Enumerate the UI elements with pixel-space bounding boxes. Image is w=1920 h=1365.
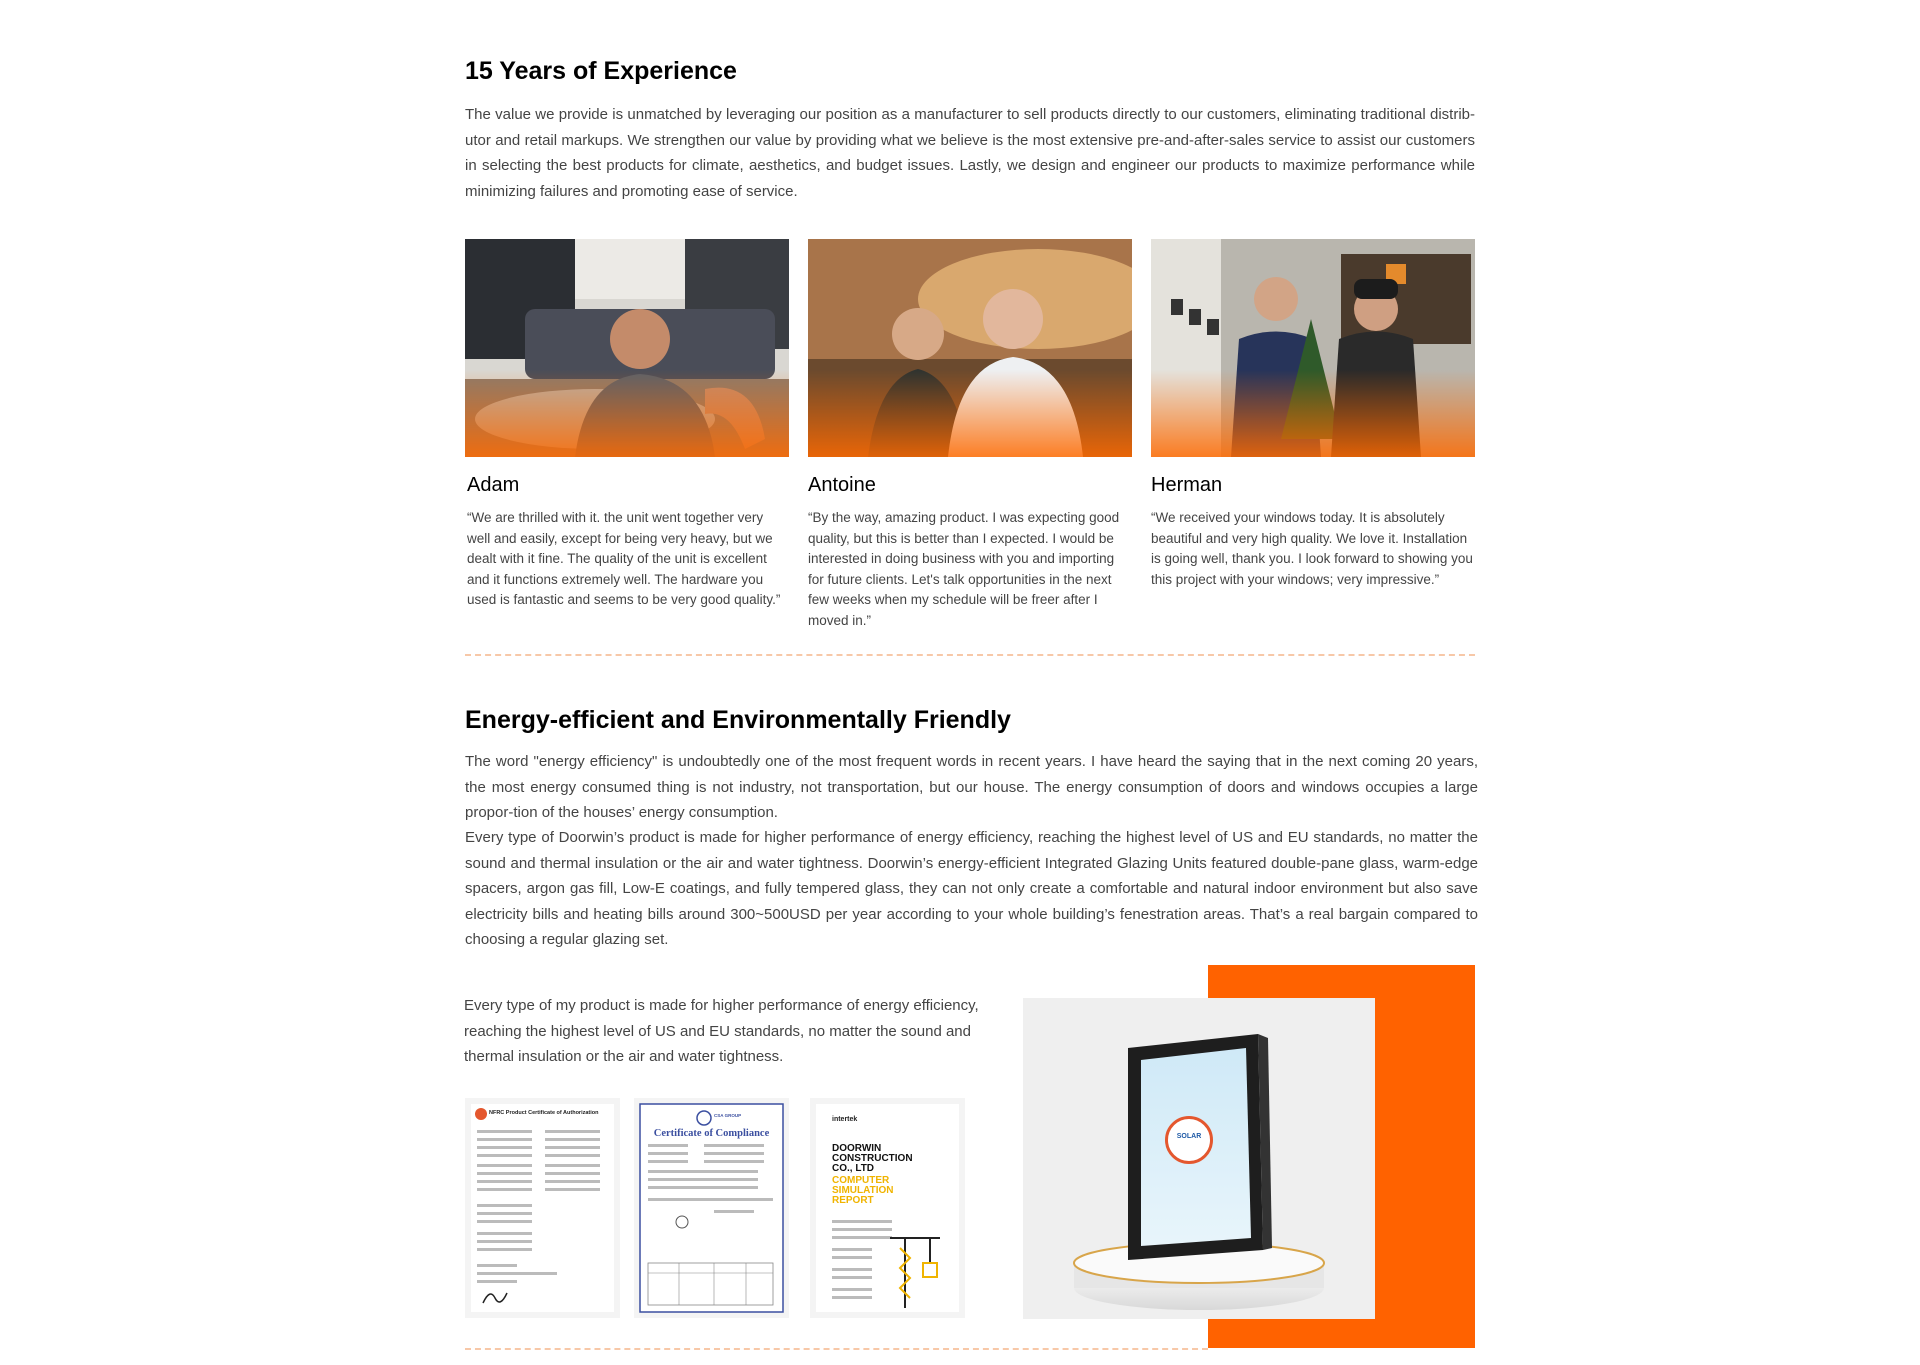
company-line: CO., LTD xyxy=(832,1163,875,1174)
certificate-nfrc xyxy=(465,1098,620,1318)
certificate-csa-group: CSA GROUP xyxy=(714,1113,742,1118)
testimonial-antoine xyxy=(806,472,1130,631)
energy-paragraph-1: The word "energy efficiency" is undoubtedly one of the most frequent words in recent years. I have heard the saying that in the next coming 20 years, the most energy consumed thing is not industry, not transportation, but our house. The energy consumption of doors and windows occupies a large propor-tion of the houses’ energy consumption. xyxy=(465,753,1478,821)
testimonial-quote: “We are thrilled with it. the unit went together very well and easily, except for being very heavy, but we dealt with it fine. The quality of the unit is excellent and it functions extremely well. The hardware you used is fantastic and seems to be very good quality.” xyxy=(467,510,781,607)
energy-heading: Energy-efficient and Environmentally Friendly xyxy=(465,706,1011,734)
testimonial-photos xyxy=(465,239,1475,457)
experience-paragraph: The value we provide is unmatched by leveraging our position as a manufacturer to sell products directly to our customers, eliminating traditional distrib-utor and retail markups. We strengthen our value by providing what we believe is the most extensive pre-and-after-sales service to assist our customers in selecting the best products for climate, aesthetics, and budget issues. Lastly, we design and engineer our products to maximize performance while minimizing failures and promoting ease of service. xyxy=(465,106,1475,200)
photo-antoine xyxy=(808,239,1132,457)
testimonial-name: Herman xyxy=(1151,474,1223,496)
company-line: DOORWIN xyxy=(832,1143,882,1154)
testimonial-name: Antoine xyxy=(808,474,876,496)
experience-heading: 15 Years of Experience xyxy=(465,57,737,85)
certificate-intertek-brand: intertek xyxy=(832,1116,858,1123)
energy-summary: Every type of my product is made for higher performance of energy efficiency, reaching the highest level of US and EU standards, no matter the sound and thermal insulation or the air and water tightness. xyxy=(464,997,979,1065)
section-divider xyxy=(465,654,1475,656)
certificate-nfrc-heading: NFRC Product Certificate of Authorization xyxy=(489,1110,599,1116)
report-line: SIMULATION xyxy=(832,1185,894,1196)
testimonial-quote: “We received your windows today. It is absolutely beautiful and very high quality. We love it. Installation is going well, thank you. I look forward to showing you this project with your windows; very impressive.” xyxy=(1151,510,1473,587)
certificate-intertek-company xyxy=(832,1144,913,1174)
certificate-csa-heading: Certificate of Compliance xyxy=(653,1128,770,1139)
testimonial-quote: “By the way, amazing product. I was expecting good quality, but this is better than I expected. I would be interested in doing business with you and importing for future clients. Let's talk opportunities in the next few weeks when my schedule will be freer after I moved in.” xyxy=(808,510,1120,628)
photo-adam xyxy=(465,239,789,457)
certificate-csa xyxy=(634,1098,789,1318)
testimonial-name: Adam xyxy=(467,474,520,496)
report-line: COMPUTER xyxy=(832,1175,890,1186)
certificate-intertek-report xyxy=(832,1176,893,1206)
solar-badge-text: SOLAR xyxy=(1176,1133,1202,1140)
photo-herman xyxy=(1151,239,1475,457)
testimonial-adam xyxy=(465,472,789,611)
company-line: CONSTRUCTION xyxy=(832,1153,913,1164)
energy-paragraph-2: Every type of Doorwin’s product is made for higher performance of energy efficiency, reaching the highest level of US and EU standards, no matter the sound and thermal insulation or the air and water tightness. Doorwin’s energy-efficient Integrated Glazing Units featured double-pane glass, warm-edge spacers, argon gas fill, Low-E coatings, and fully tempered glass, they can not only create a comfortable and natural indoor environment but also save electricity bills and heating bills around 300~500USD per year according to your whole building’s fenestration areas. That’s a real bargain compared to choosing a regular glazing set. xyxy=(465,829,1478,948)
section-divider-bottom xyxy=(465,1348,1208,1350)
testimonial-herman xyxy=(1149,472,1473,590)
solar-badge-icon xyxy=(1165,1116,1213,1164)
certificate-intertek xyxy=(810,1098,965,1318)
product-window-image xyxy=(1023,998,1375,1319)
report-line: REPORT xyxy=(832,1195,874,1206)
